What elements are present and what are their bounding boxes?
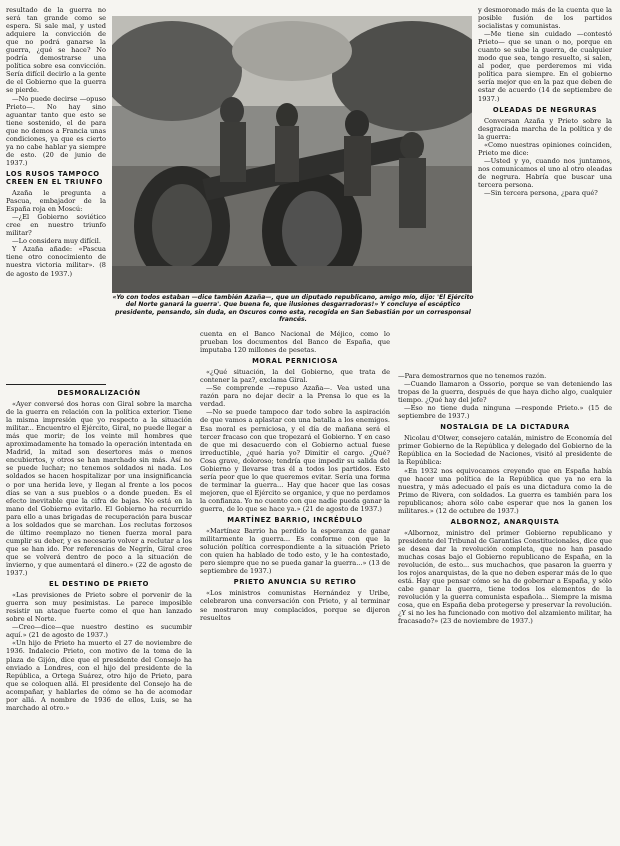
paragraph: —¿El Gobierno soviético cree en nuestro triunfo militar? — [6, 213, 106, 238]
paragraph: resultado de la guerra no será tan grande como se espera. Si sale mal, y usted adquiere la convicción de que no podrá ganarse la guerra, ¿qué se hace? No podría demostrarse una política sobre esa convicción. Sería difícil decirlo a la gente de el Gobierno que la guerra se pierde. — [6, 6, 106, 95]
subheading: MARTÍNEZ BARRIO, INCRÉDULO — [227, 516, 363, 525]
photo — [112, 16, 472, 293]
subheading: LOS RUSOS TAMPOCO CREEN EN EL TRIUNFO — [6, 169, 104, 186]
paragraph: «Un hijo de Prieto ha muerto el 27 de noviembre de 1936. Indalecio Prieto, con motivo de la toma de la plaza de Gijón, dice que el presidente del Consejo ha enviado a Londres, con el hijo del presidente de la República, a Ortega Suárez, otro hijo de Prieto, para que se coloquen allá. El presidente del Consejo ha de acompañar, y hablarles de cómo se ha de acomodar por allá. A nombre de 1936 de ellos, Luis, se ha marchado al otro.» — [6, 639, 192, 712]
paragraph: «Los ministros comunistas Hernández y Uribe, celebraron una conversación con Prieto, y al terminar se mostraron muy complacidos, porque se dijeron resueltos — [200, 589, 390, 622]
paragraph: Y Azaña añade: «Pascua tiene otro conocimiento de nuestra victoria militar». (8 de agosto de 1937.) — [6, 245, 106, 278]
paragraph: —Cuando llamaron a Ossorio, porque se van deteniendo las tropas de la guerra, después de que haya dicho algo, cualquier tiempo. ¿Qué hay del jefe? — [398, 380, 612, 405]
subheading: ALBORNOZ, ANARQUISTA — [450, 517, 560, 526]
paragraph: «Como nuestras opiniones coinciden, Prieto me dice: — [478, 140, 612, 157]
paragraph: —Creo—dice—que nuestro destino es sucumbir aquí.» (21 de agosto de 1937.) — [6, 623, 192, 640]
column-3 — [200, 330, 390, 838]
subheading: EL DESTINO DE PRIETO — [49, 580, 149, 589]
subheading: NOSTALGIA DE LA DICTADURA — [440, 423, 570, 432]
column-2 — [6, 386, 192, 838]
paragraph: —Eso no tiene duda ninguna —responde Prieto.» (15 de septiembre de 1937.) — [398, 404, 612, 421]
soldiers-artillery-photo — [112, 16, 472, 293]
divider — [6, 384, 106, 385]
column-4 — [398, 372, 612, 838]
paragraph: Nicolau d'Olwer, consejero catalán, ministro de Economía del primer Gobierno de la República y delegado del Gobierno de la República en la Sociedad de Naciones, visitó al presidente de la República: — [398, 434, 612, 467]
paragraph: —Me tiene sin cuidado —contestó Prieto— que se unan o no, porque en cuanto se sube la guerra, de cualquier modo que sea, tengo resuelto, si salen, al poder, que perderemos mi vida política para siempre. En el gobierno sería mejor que en la paz que deben de estar de acuerdo (14 de septiembre de 1937.) — [478, 30, 612, 103]
paragraph: —Lo considera muy difícil. — [12, 237, 101, 246]
column-1 — [6, 6, 106, 384]
paragraph: —Se comprende —repuso Azaña—. Vea usted una razón para no dejar decir a la Prensa lo que es la verdad. — [200, 384, 390, 409]
paragraph: —No puede decirse —opuso Prieto—. No hay sino aguantar tanto que esto se tiene sostenido, el de para que no demos a Francia unas condiciones, ya que es cierto ya no cabe hablar ya siempre de esto. (20 de junio de 1937.) — [6, 94, 106, 167]
subheading: PRIETO ANUNCIA SU RETIRO — [233, 578, 357, 587]
subheading: DESMORALIZACIÓN — [57, 389, 141, 397]
paragraph: y desmoronado más de la cuenta que la posible fusión de los partidos socialistas y comunistas. — [478, 6, 612, 31]
paragraph: «¿Qué situación, la del Gobierno, que trata de contener la paz?, exclama Giral. — [200, 368, 390, 385]
subheading: MORAL PERNICIOSA — [252, 357, 338, 366]
column-5 — [478, 6, 612, 371]
paragraph: —No se puede tampoco dar todo sobre la aspiración de que vamos a aplastar con una batalla a los enemigos. Esa moral es perniciosa, y el día de mañana será el tercer fracaso con que tropezará el Gobierno. Y en caso de que mi desacuerdo con el Gobierno actual fuese irreductible, ¿qué haría yo? Dimitir el cargo. ¿Qué? Cosa grave, doloroso; tendría que impedir su salida del Gobierno y llevarse tras él a todos los partidos. Esto sería peor que lo que queremos evitar. Sería una forma de terminar la guerra... Hay que hacer que las cosas mejoren, que el Ejército se organice, y que no perdamos la confianza. Yo no cuento con que nadie pueda ganar la guerra, de lo que se hace ya.» (21 de agosto de 1937.) — [200, 408, 390, 513]
paragraph: «En 1932 nos equivocamos creyendo que en España había que hacer una política de la República que ya no era la nuestra, y más adecuado el país es una dictadura como la de Primo de Rivera, con soldados. La guerra es también para los republicanos; ahora sólo cabe esperar que nos la ganen los militares.» (12 de octubre de 1937.) — [398, 466, 612, 515]
photo-caption: «Yo con todos estaban —dice también Azaña—, que un diputado republicano, amigo mío, dijo: 'El Ejército del Norte ganará la guerra'. Que buena fe, que ilusiones desgarradoras!» Y concluye el escéptico presidente, pensando, sin duda, en Oscuros como esta, recogida en San Sebastián por un corresponsal francés. — [112, 294, 474, 323]
subheading: OLEADAS DE NEGRURAS — [492, 105, 598, 114]
paragraph: «Ayer conversé dos horas con Giral sobre la marcha de la guerra en relación con la política exterior. Tiene la misma impresión que yo respecto a la situación militar... Encuentro el Ejército, Giral, no puede llegar a más que morir; de los veinte mil hombres que aproximadamente ha tomado la operación intentada en Madrid, la mitad son desertores más o menos encubiertos, y otros se han marchado sin más. Así no se puede luchar; no tenemos soldados ni nada. Los soldados se hacen hospitalizar por una insignificancia o por una herida leve, y llegan al frente a los pocos días se van a sus pueblos o a donde pueden. Es el efecto inevitable que la cifra de bajas. No está en la mano del Gobierno evitarlo. El Gobierno ha recurrido para ello a unas brigadas de recuperación para buscar a los soldados que se marchan. Los reclutas forzosos de último reemplazo no tienen fuerza moral para cumplir su deber, y es necesario volver a reclutar a los que se han ido. Por referencias de Negrín, Giral cree que se volverá dentro de poco a la situación de invierno, y que aumentará el dinero.» (22 de agosto de 1937.) — [6, 400, 192, 578]
paragraph: —Usted y yo, cuando nos juntamos, nos comunicamos el uno al otro oleadas de negrura. Habría que buscar una tercera persona. — [478, 156, 612, 189]
paragraph: —Sin tercera persona, ¿para qué? — [484, 189, 598, 198]
paragraph: «Albornoz, ministro del primer Gobierno republicano y presidente del Tribunal de Garantías Constitucionales, dice que se desea dar la revolución completa, que no han pasado muchas cosas bajo el Gobierno republicano de España, en la revolución, de esto... sus muchachos, que pasaron la guerra y los rojos anarquistas, de la que no deben esperar más de lo que está. Hay que pensar cómo se ha de gobernar a España, y sólo cabe ganar la guerra, tiene todos los elementos de la revolución y la guerra comunista española... Siempre la misma cosa, que en España deba protegerse y preservar la revolución. ¿Y si no les ha funcionado con motivo del alzamiento militar, ha fracasado?» (23 de noviembre de 1937.) — [398, 528, 612, 626]
paragraph: Azaña le pregunta a Pascua, embajador de la España roja en Moscú: — [6, 189, 106, 214]
paragraph: —Para demostrarnos que no tenemos razón. — [398, 372, 547, 380]
paragraph: «Martínez Barrio ha perdido la esperanza de ganar militarmente la guerra... Es conforme con que la solución política correspondiente a la situación Prieto con quien ha hablado de todo esto, y le ha contestado, pero siempre que no se pueda ganar la guerra...» (13 de septiembre de 1937.) — [200, 527, 390, 576]
paragraph: «Las previsiones de Prieto sobre el porvenir de la guerra son muy pesimistas. Le parece imposible resistir un ataque fuerte como el que han lanzado sobre el Norte. — [6, 591, 192, 624]
paragraph: cuenta en el Banco Nacional de Méjico, como lo prueban los documentos del Banco de España, que imputaba 120 millones de pesetas. — [200, 330, 390, 355]
paragraph: Conversan Azaña y Prieto sobre la desgraciada marcha de la política y de la guerra: — [478, 116, 612, 141]
